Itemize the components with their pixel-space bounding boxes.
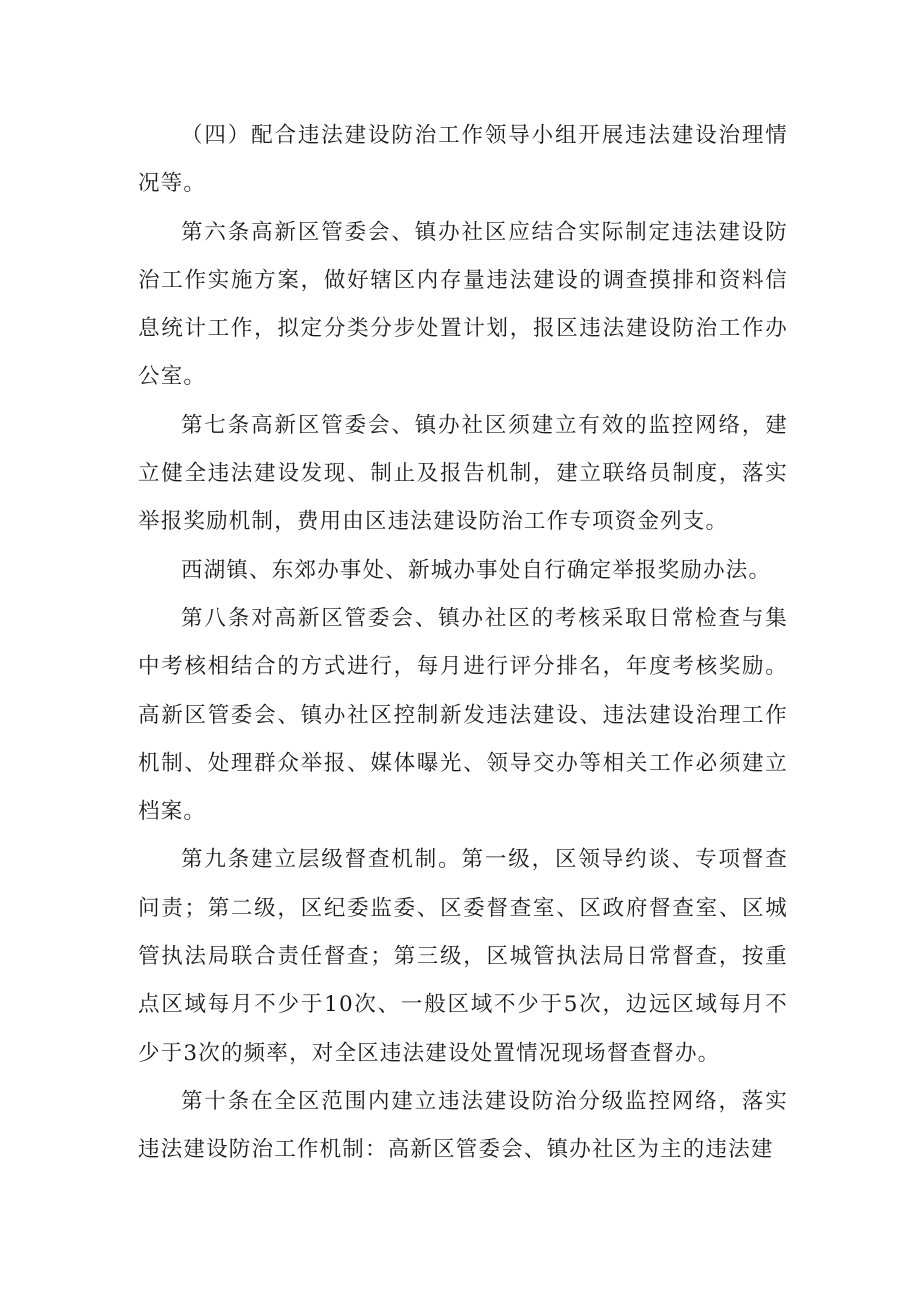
paragraph-article-six: 第六条高新区管委会、镇办社区应结合实际制定违法建设防治工作实施方案，做好辖区内存量违法建设的调查摸排和资料信息统计工作，拟定分类分步处置计划，报区违法建设防治工作办公室。 <box>138 219 788 390</box>
paragraph-article-ten: 第十条在全区范围内建立违法建设防治分级监控网络，落实违法建设防治工作机制：高新区管委会、镇办社区为主的违法建 <box>138 1088 788 1163</box>
document-body <box>138 112 788 1175</box>
paragraph-article-seven: 第七条高新区管委会、镇办社区须建立有效的监控网络，建立健全违法建设发现、制止及报告机制，建立联络员制度，落实举报奖励机制，费用由区违法建设防治工作专项资金列支。 <box>138 412 788 535</box>
paragraph-section-four: （四）配合违法建设防治工作领导小组开展违法建设治理情况等。 <box>138 123 788 197</box>
paragraph-article-nine: 第九条建立层级督查机制。第一级，区领导约谈、专项督查问责；第二级，区纪委监委、区委督查室、区政府督查室、区城管执法局联合责任督查；第三级，区城管执法局日常督查，按重点区域每月不少于10次、一般区域不少于5次，边远区域每月不少于3次的频率，对全区违法建设处置情况现场督查督办。 <box>138 847 788 1066</box>
paragraph-article-eight: 第八条对高新区管委会、镇办社区的考核采取日常检查与集中考核相结合的方式进行，每月进行评分排名，年度考核奖励。高新区管委会、镇办社区控制新发违法建设、违法建设治理工作机制、处理群众举报、媒体曝光、领导交办等相关工作必须建立档案。 <box>138 605 788 825</box>
paragraph-reward-rules: 西湖镇、东郊办事处、新城办事处自行确定举报奖励办法。 <box>181 557 772 583</box>
